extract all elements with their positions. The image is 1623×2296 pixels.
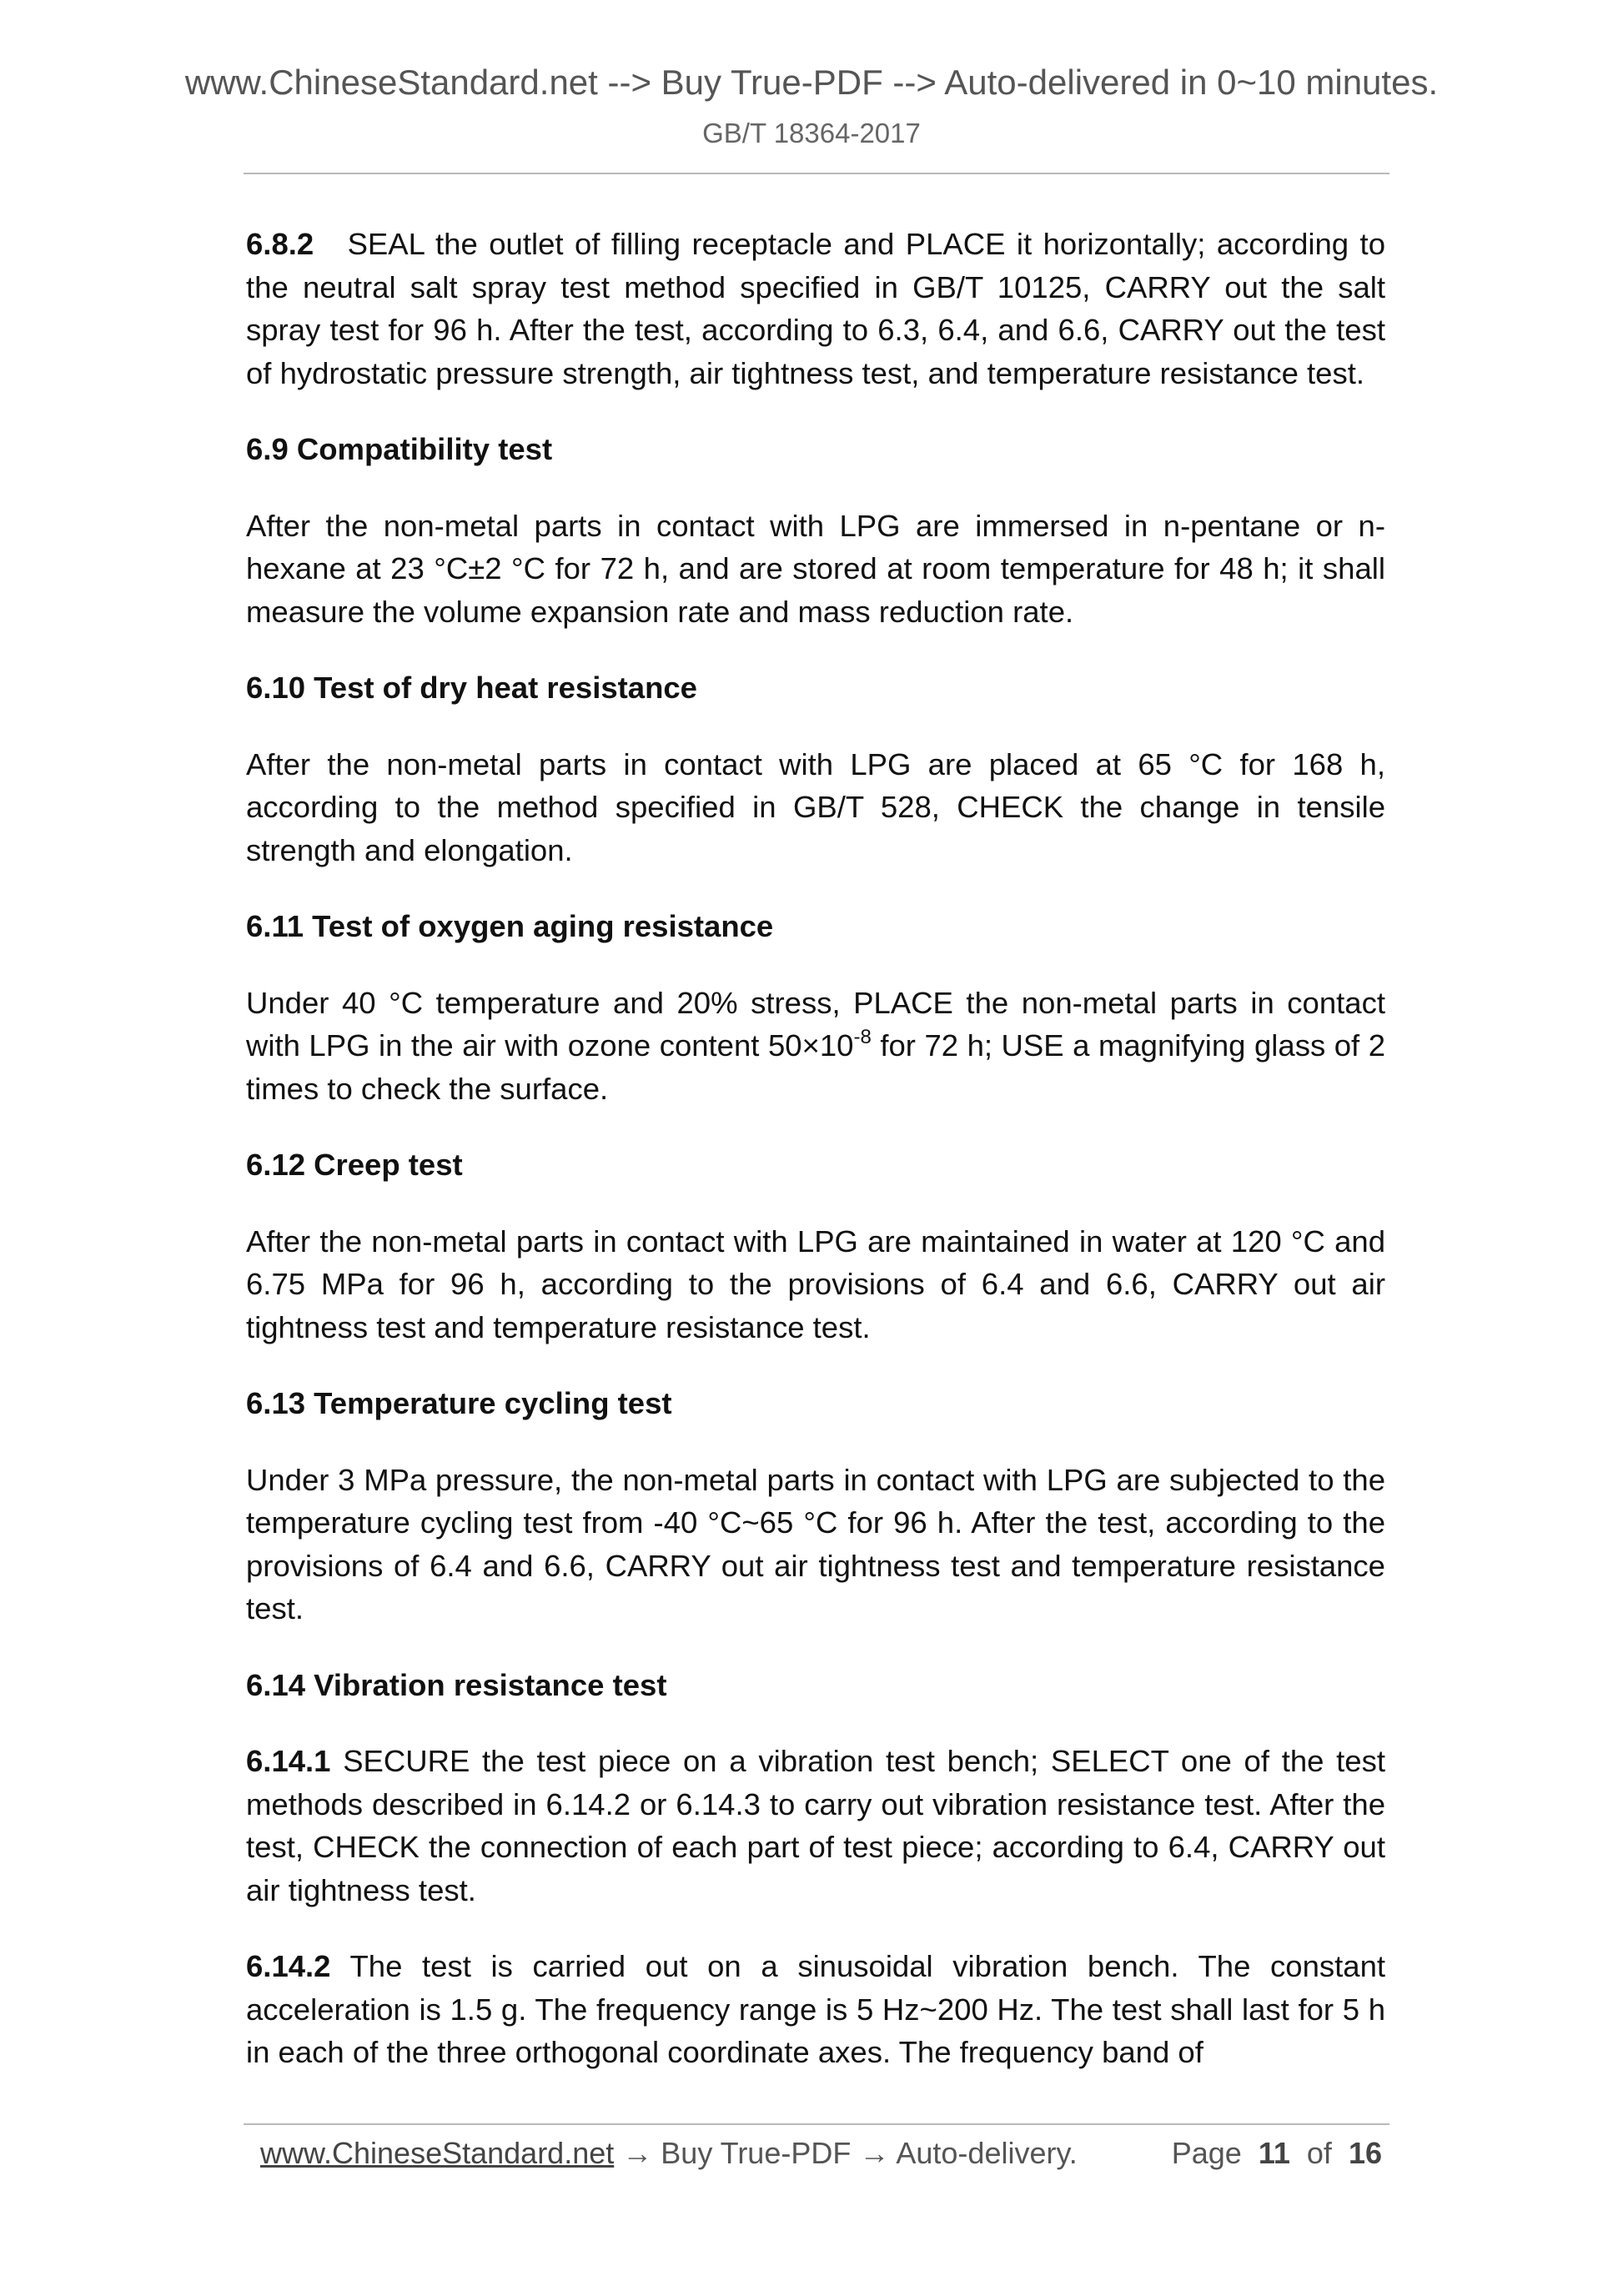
auto-delivery-text: Auto-delivery. [896,2136,1078,2170]
buy-pdf-text: Buy True-PDF [661,2136,852,2170]
clause-number: 6.14.2 [246,1949,331,1983]
paragraph-text: Under 40 °C temperature and 20% stress, PLACE the non-metal parts in contact with LPG in the air with ozone content 50×10 [246,985,1385,1063]
clause-number: 6.14.1 [246,1744,331,1778]
exponent: -8 [853,1025,872,1048]
paragraph-text: for 72 h; USE a magnifying glass of 2 times to check the surface. [246,1028,1385,1106]
paragraph-6-11 [246,982,1385,1111]
arrow-icon: → [622,2136,653,2170]
footer-rule [244,2123,1389,2125]
heading-6-10: 6.10 Test of dry heat resistance [246,671,697,705]
page-indicator [1172,2135,1382,2171]
heading-6-14: 6.14 Vibration resistance test [246,1667,667,1702]
document-body [246,223,1385,2108]
paragraph-6-13: Under 3 MPa pressure, the non-metal parts in contact with LPG are subjected to the temperature cycling test from -40 °C~65 °C for 96 h. After the test, according to the provisions of 6.4 and 6.6, CARRY out air tightness test and temperature resistance test. [246,1462,1385,1625]
heading-6-11: 6.11 Test of oxygen aging resistance [246,909,774,943]
arrow-icon: → [859,2136,890,2170]
page-number: 11 [1258,2136,1290,2170]
clause-text: SECURE the test piece on a vibration test bench; SELECT one of the test methods described in 6.14.2 or 6.14.3 to carry out vibration resistance test. After the test, CHECK the connection of each part of test piece; according to 6.4, CARRY out air tightness test. [246,1744,1385,1907]
heading-6-12: 6.12 Creep test [246,1148,463,1182]
paragraph-6-9: After the non-metal parts in contact with LPG are immersed in n-pentane or n-hexane at 23 °C±2 °C for 72 h, and are stored at room temperature for 48 h; it shall measure the volume expansion rate and mass reduction rate. [246,508,1385,629]
paragraph-6-12: After the non-metal parts in contact with LPG are maintained in water at 120 °C and 6.75 MPa for 96 h, according to the provisions of 6.4 and 6.6, CARRY out air tightness test and temperature resistance test. [246,1223,1385,1344]
of-label: of [1306,2136,1332,2170]
clause-text: SEAL the outlet of filling receptacle and PLACE it horizontally; according to the neutral salt spray test method specified in GB/T 10125, CARRY out the salt spray test for 96 h. After the test, according to 6.3, 6.4, and 6.6, CARRY out the test of hydrostatic pressure strength, air tightness test, and temperature resistance test. [246,227,1385,390]
clause-text: The test is carried out on a sinusoidal vibration bench. The constant acceleration is 1.5 g. The frequency range is 5 Hz~200 Hz. The test shall last for 5 h in each of the three orthogonal coordinate axes. The frequency band of [246,1949,1386,2069]
heading-6-13: 6.13 Temperature cycling test [246,1386,672,1420]
clause-6-8-2 [246,223,1385,394]
header-banner: www.ChineseStandard.net --> Buy True-PDF --> Auto-delivered in 0~10 minutes. [184,63,1439,102]
footer-links [260,2135,1078,2171]
header-rule [244,173,1389,174]
paragraph-6-10: After the non-metal parts in contact with LPG are placed at 65 °C for 168 h, according to the method specified in GB/T 528, CHECK the change in tensile strength and elongation. [246,746,1385,867]
clause-number: 6.8.2 [246,227,314,261]
page-total: 16 [1348,2136,1382,2170]
document-code: GB/T 18364-2017 [702,118,921,148]
page-label: Page [1171,2136,1242,2170]
clause-6-14-1 [246,1740,1385,1912]
site-link[interactable]: www.ChineseStandard.net [260,2136,615,2170]
clause-6-14-2 [246,1945,1385,2074]
heading-6-9: 6.9 Compatibility test [246,432,553,466]
